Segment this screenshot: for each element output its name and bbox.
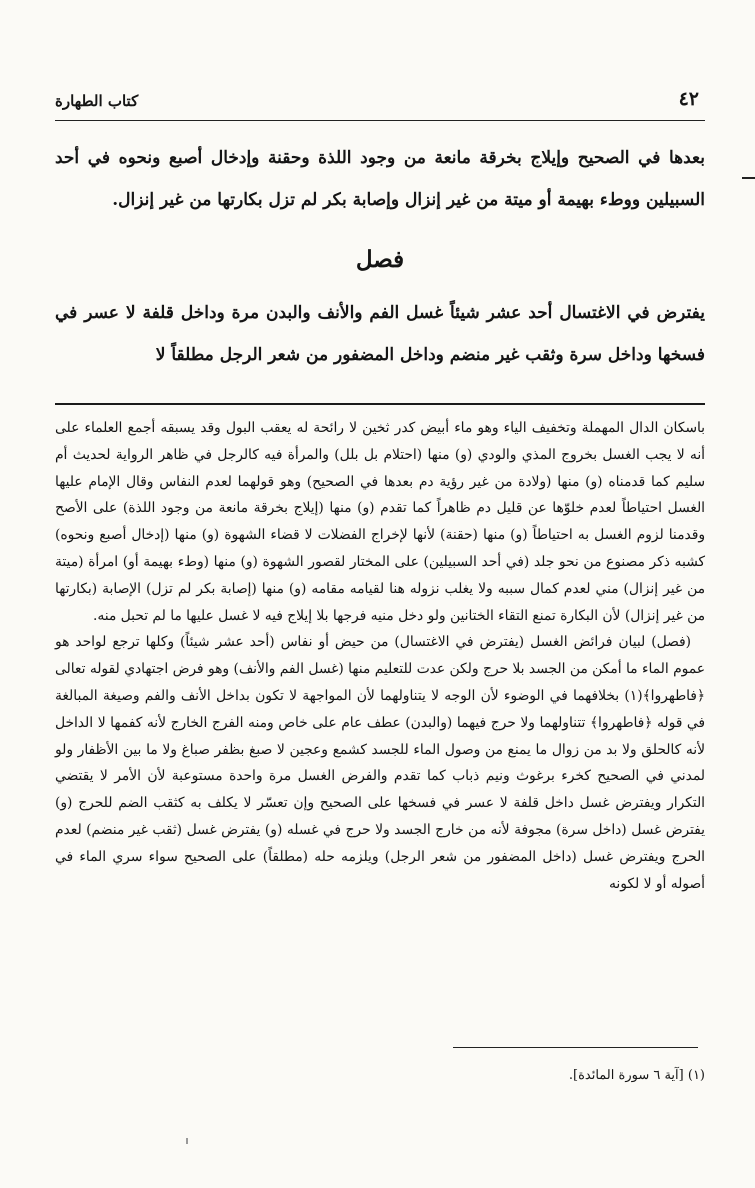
book-title: كتاب الطهارة bbox=[55, 92, 139, 110]
running-header bbox=[55, 86, 705, 121]
main-continuation: بعدها في الصحيح وإيلاج بخرقة مانعة من وجود اللذة وحقنة وإدخال أصبع ونحوه في أحد السبيلين ووطء بهيمة أو ميتة من غير إنزال وإصابة بكر لم تزل بكارتها من غير إنزال. bbox=[55, 148, 705, 210]
section-body: يفترض في الاغتسال أحد عشر شيئاً غسل الفم والأنف والبدن مرة وداخل قلفة لا عسر في فسخها وداخل سرة وثقب غير منضم وداخل المضفور من شعر الرجل مطلقاً لا bbox=[55, 303, 705, 365]
commentary-divider bbox=[55, 403, 705, 405]
commentary-paragraph: (فصل) لبيان فرائض الغسل (يفترض في الاغتسال) من حيض أو نفاس (أحد عشر شيئاً) وكلها ترجع لواحد هو عموم الماء ما أمكن من الجسد بلا حرج ولكن عدت للتعليم منها (غسل الفم والأنف) وهو فرض اجتهادي لقوله تعالى ﴿فاطهروا﴾(١) بخلافهما في الوضوء لأن الوجه لا يتناولهما لأن المواجهة لا تكون بداخل الأنف والفم وصيغة المبالغة في قوله ﴿فاطهروا﴾ تتناولهما ولا حرج فيهما (والبدن) عطف عام على خاص ومنه الفرج الخارج لأنه كفمها لا الداخل لأنه كالحلق ولا بد من زوال ما يمنع من وصول الماء للجسد كشمع وعجين لا صبغ بظفر صباغ ولا ما بين الأظفار ولو لمدني في الصحيح كخرء برغوث ونيم ذباب كما تقدم والفرض الغسل مرة واحدة مستوعبة لأن الأمر لا يقتضي التكرار ويفترض غسل داخل قلفة لا عسر في فسخها على الصحيح وإن تعسّر لا يكلف به كثقب الضم للحرج (و) يفترض غسل (داخل سرة) مجوفة لأنه من خارج الجسد ولا حرج في غسله (و) يفترض غسل (ثقب غير منضم) لعدم الحرج ويفترض غسل (داخل المضفور من شعر الرجل) ويلزمه حله (مطلقاً) على الصحيح سواء سري الماء في أصوله أو لا لكونه bbox=[55, 634, 705, 892]
page-number: ٤٢ bbox=[678, 88, 699, 110]
footnote: (١) [آية ٦ سورة المائدة]. bbox=[568, 1068, 705, 1083]
footnote-divider bbox=[453, 1047, 698, 1048]
main-text bbox=[55, 137, 705, 221]
page-mark bbox=[186, 1138, 188, 1144]
margin-mark bbox=[742, 177, 755, 179]
section-heading: فصل bbox=[355, 246, 405, 273]
commentary-paragraph: باسكان الدال المهملة وتخفيف الياء وهو ماء أبيض كدر ثخين لا رائحة له يعقب البول وقد يسبقه أجمع العلماء على أنه لا يجب الغسل بخروج المذي والودي (و) منها (احتلام بل بلل) والمرأة فيه كالرجل في ظاهر الرواية لحديث أم سليم كما قدمناه (و) منها (ولادة من غير رؤية دم بعدها في الصحيح) وهو قولهما لعدم النفاس وقال الإمام عليها الغسل احتياطاً لعدم خلوّها عن قليل دم ظاهراً كما تقدم (و) منها (إيلاج بخرقة مانعة من وجود اللذة) على الأصح وقدمنا لزوم الغسل به احتياطاً (و) منها (حقنة) لأنها لإخراج الفضلات لا قضاء الشهوة (و) منها (إدخال أصبع ونحوه) كشبه ذكر مصنوع من نحو جلد (في أحد السبيلين) على المختار لقصور الشهوة (و) منها (وطء بهيمة أو) امرأة (ميتة من غير إنزال) مني لعدم كمال سببه ولا يغلب نزوله هنا لقيامه مقامه (و) منها (إصابة بكر لم تزل) الإصابة (بكارتها من غير إنزال) لأن البكارة تمنع التقاء الختانين ولو دخل منيه فرجها بلا إيلاج فيه لا غسل عليها ما لم تحبل منه. bbox=[55, 420, 705, 624]
commentary bbox=[55, 415, 705, 897]
